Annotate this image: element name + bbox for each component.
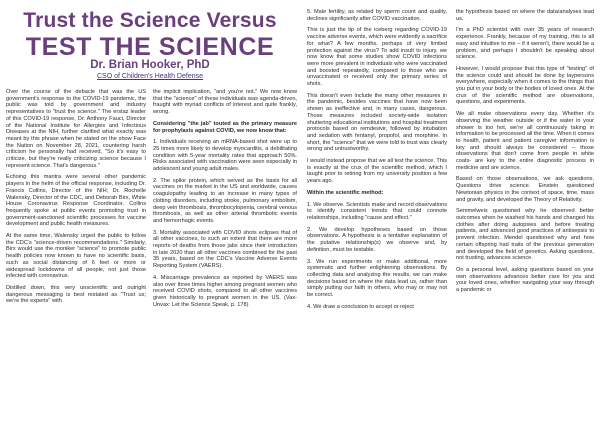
paragraph: We all make observations every day. Whether it's observing the weather outside or if the water in your shower is too hot, we're all continuously taking in information to be processed all the time. When it comes to health, patient and patient caregiver information is key and should always be considered – those observations that don't come from people in white coats- are key to the entire diagnostic process in medicine and are science.: [456, 111, 594, 171]
list-item: 3. Mortality associated with COVID shots eclipses that of all other vaccines, to such an extent that there are more reports of deaths from those jabs since their introduction in late 2020 than all other vaccines combined for the past 35 years, based on the CDC's Vaccine Adverse Events Reporting System (VAERS).: [153, 229, 297, 270]
list-item: 5. Male fertility, as related by sperm count and quality, declines significantly after COVID vaccination.: [307, 9, 447, 22]
list-item: 1. We observe. Scientists make and record observations to identify consistent trends that could connote relationships, including "cause and effect.": [307, 201, 447, 221]
paragraph: Semmelweis questioned why he observed better outcomes when he washed his hands and changed his clothes after doing autopsies and before treating patients, and advanced good practices of antisepsis to prevent infection. Mendel questioned why and how certain offspring had traits of the previous generation and developed the field of genetics. Asking questions, not trusting, advances science.: [456, 208, 594, 262]
paragraph: On a personal level, asking questions based on your own observations advances better care for you and your loved ones, whether navigating your way through a pandemic or: [456, 266, 594, 294]
text-column-1: [6, 89, 146, 421]
paragraph: This doesn't even include the many other measures in the pandemic, besides vaccines that have now been shown as ineffective and, in many cases, dangerous. Those measures included society-wide isolation shuttering educational institutions and hospital treatment protocols based on remdesivir, followed by intubation and sedation with fentanyl, propofol, and morphine. In short, the "science" that we were told to trust was clearly wrong and untrustworthy.: [307, 92, 447, 153]
list-item: 2. We develop hypotheses based on those observations. A hypothesis is a tentative explanation of the putative relationship(s) we observe and, by definition, must be testable.: [307, 226, 447, 253]
list-item: 2. The spike protein, which served as the basis for all vaccines on the market in the US and worldwide, causes coagulopathy leading to an increase in many types of clotting disorders, including stroke, pulmonary embolism, deep vein thrombosis, thrombocytopenia, cerebral venous thrombosis, as well as other arterial thrombotic events and hemorrhagic events.: [153, 177, 297, 224]
list-item: 3. We run experiments or make additional, more systematic and further enlightening observations. By collecting data and analyzing the results, we can make decisions based on where the data lead us, rather than simply putting our faith in others, who may or may not be correct.: [307, 258, 447, 299]
paragraph: Over the course of the debacle that was the US government's response to the COVID-19 pandemic, the public was told by government and industry representatives to "trust the science." The erstaz leader of this COVID-19 response, Dr. Anthony Fauci, Director of the National Institute for Allergies and Infectious Diseases at the NIH, further clarified what exactly was meant by this phrase when he stated on the show Face the Nation on November 28, 2021, countering harsh criticism he personally had received, "So it's easy to criticize, but they're really criticizing science because I represent science. That's dangerous.": [6, 89, 146, 169]
paragraph: Echoing this mantra were several other pandemic players in the helm of the official response, including Dr. Francis Collins, Director of the NIH; Dr. Rochelle Walensky, Director of the CDC, and Deborah Birx, White House Coronavirus Response Coordinator. Collins frequently spoke at public events promoting trust in government-sanctioned scientific processes for vaccine development and public health measures.: [6, 174, 146, 228]
list-item: 4. We draw a conclusion to accept or reject: [307, 303, 414, 310]
paragraph-lead: Considering "the jab" touted as the primary measure for prophylaxis against COVID, we now know that:: [153, 120, 297, 134]
paragraph: I'm a PhD scientist with over 35 years of research experience. Frankly, because of my training, this is all easy and intuitive to me – if it weren't, there would be a problem, and perhaps I shouldn't be speaking about science.: [456, 27, 594, 61]
list-item: 4. Miscarriage prevalence as reported by VAERS was also over three times higher among pregnant women who received COVID shots, compared to all other vaccines given historically to pregnant women in the US. (Vax-Unvax: Let the Science Speak, p. 178): [153, 274, 297, 308]
title-line-1: Trust the Science Versus: [23, 9, 277, 32]
paragraph: the implicit implication, "and you're not." We now know that the "science" of these individuals was agenda-driven, fraught with myriad conflicts of interest and quite frankly, wrong.: [153, 89, 297, 116]
paragraph: Distilled down, this very unscientific and outright dangerous messaging is best restated as "Trust us; we're the experts" with: [6, 284, 146, 305]
author-affiliation-link[interactable]: CSO of Children's Health Defense: [97, 73, 203, 80]
paragraph: At the same time, Walensky urged the public to follow the CDC's "science-driven recommendations." Similarly, Birx would use the moniker "science" to promote public health policies now known to have no scientific basis, such as social distancing of 6 feet or more or widespread lockdowns of all people, not just those infected with coronavirus.: [6, 233, 146, 280]
text-column-4: [456, 9, 594, 421]
text-column-2: [153, 89, 297, 421]
paragraph: I would instead propose that we all test the science. This is exactly at the crux of the scientific method, which I taught prior to retiring from my university position a few years ago.: [307, 158, 447, 185]
paragraph: the hypothesis based on where the data/analyses lead us.: [456, 9, 594, 22]
title-line-2: TEST THE SCIENCE: [25, 33, 275, 61]
paragraph: However, I would propose that this type of "testing" of the science could and should be done by laypersons everywhere, especially when it comes to the things that you put in your body or the bodies of loved ones. At the crux of the scientific method are observations, questions, and experiments.: [456, 65, 594, 106]
list-item: 1. Individuals receiving an mRNA-based shot were up to 25 times more likely to develop myocarditis, a debilitating condition with 5-year mortality rates that approach 50%. Risks associated with vaccination were seen especially in adolescent and young adult males.: [153, 139, 297, 173]
paragraph: Based on those observations, we ask questions. Questions drive science. Einstein questioned Newtonian physics in the context of space, time, mass and gravity, and developed the Theory of Relativity.: [456, 176, 594, 203]
paragraph: This is just the tip of the iceberg regarding COVID-19 vaccine adverse events, which were evidently a sacrifice for what? A few months, perhaps of very limited protection against the virus? To add insult to injury, we now know that some studies show COVID infections were more prevalent in individuals who were vaccinated and boosted repeatedly, compared to those who are unvaccinated or received only the primary series of shots.: [307, 27, 447, 88]
section-heading: Within the scientific method:: [307, 189, 384, 196]
author-byline: Dr. Brian Hooker, PhD: [90, 59, 210, 71]
text-column-3: [307, 9, 447, 421]
